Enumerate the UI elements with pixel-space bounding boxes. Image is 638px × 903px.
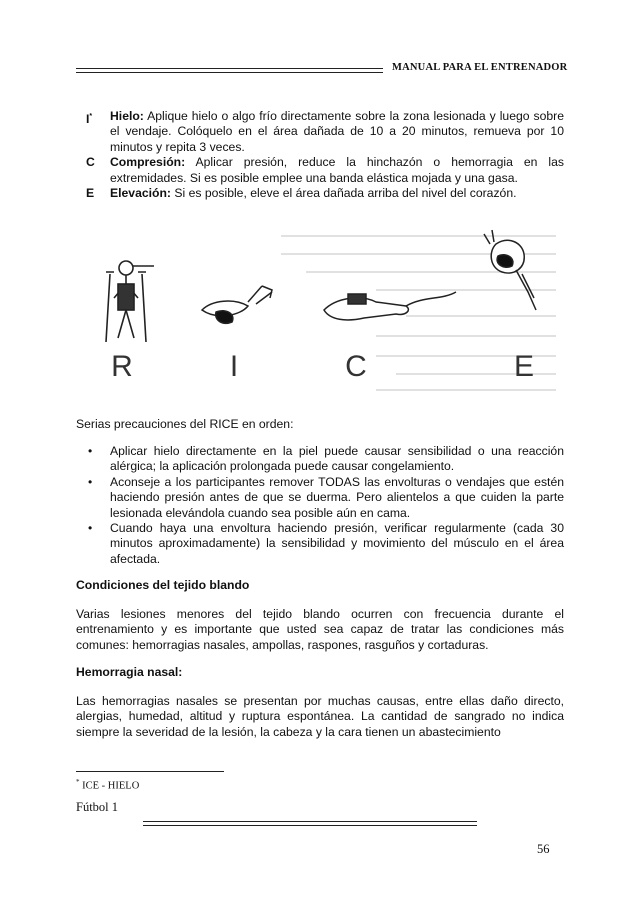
rice-item-elevation [76,186,564,201]
rice-item-ice [76,109,564,155]
list-item: • Aplicar hielo directamente en la piel puede causar sensibilidad o una reacción alérgica; la aplicación prolongada puede causar congelamiento. [88,444,564,474]
footer-rule [143,821,477,826]
header-rule [76,68,383,73]
footer-course: Fútbol 1 [76,800,119,814]
rice-term: Hielo: [110,109,144,123]
rice-letter: C [86,155,95,170]
bullet-icon: • [88,474,93,489]
illus-letter-c: C [345,350,367,383]
rice-text: Aplique hielo o algo frío directamente sobre la zona lesionada y luego sobre el vendaje. Colóquelo en el área dañada de 10 a 20 minutos, remueva por 10 minutos y repita 3 veces. [110,109,564,154]
page-number: 56 [537,842,550,856]
section-heading-nosebleed: Hemorragia nasal: [76,665,183,679]
rice-illustration [76,214,576,406]
rice-text: Aplicar presión, reduce la hinchazón o hemorragia en las extremidades. Si es posible emplee una banda elástica mojada y una gasa. [110,155,564,185]
illus-letter-i: I [229,350,239,383]
precautions-intro: Serias precauciones del RICE en orden: [76,417,294,431]
section-body-nosebleed: Las hemorragias nasales se presentan por muchas causas, entre ellas daño directo, alergias, humedad, altitud y ruptura espontánea. La cantidad de sangrado no indica siempre la severidad de la lesión, la cabeza y la cara tienen un abastecimiento [76,694,564,739]
rice-term: Elevación: [110,186,171,201]
footnote: * ICE - HIELO [76,778,140,792]
list-item: • Aconseje a los participantes remover TODAS las envolturas o vendajes que estén haciendo presión antes de que se duerma. Pero alientelos a que cuiden la parte lesionada elevándola cuando sea posible aún en cama. [88,474,564,520]
rice-text: Si es posible, eleve el área dañada arriba del nivel del corazón. [170,186,517,201]
rice-letter: E [86,186,95,201]
footnote-rule [76,771,224,772]
bullet-icon: • [88,521,93,536]
rice-letter: I* [86,112,93,127]
illus-letter-r: R [111,350,133,383]
illus-letter-e: E [513,350,535,383]
bullet-icon: • [88,444,93,458]
rice-definitions [76,109,564,201]
rice-term: Compresión: [110,155,186,170]
header-title: MANUAL PARA EL ENTRENADOR [392,62,568,73]
list-item: • Cuando haya una envoltura haciendo presión, verificar regularmente (cada 30 minutos aproximadamente) la sensibilidad y movimiento del músculo en el área afectada. [88,521,564,566]
section-body-soft-tissue: Varias lesiones menores del tejido blando ocurren con frecuencia durante el entrenamiento y es importante que usted sea capaz de tratar las condiciones más comunes: hemorragias nasales, ampollas, raspones, rasguños y cortaduras. [76,607,564,652]
rice-item-compression [76,155,564,186]
precautions-list [76,444,564,567]
section-heading-soft-tissue: Condiciones del tejido blando [76,578,250,592]
